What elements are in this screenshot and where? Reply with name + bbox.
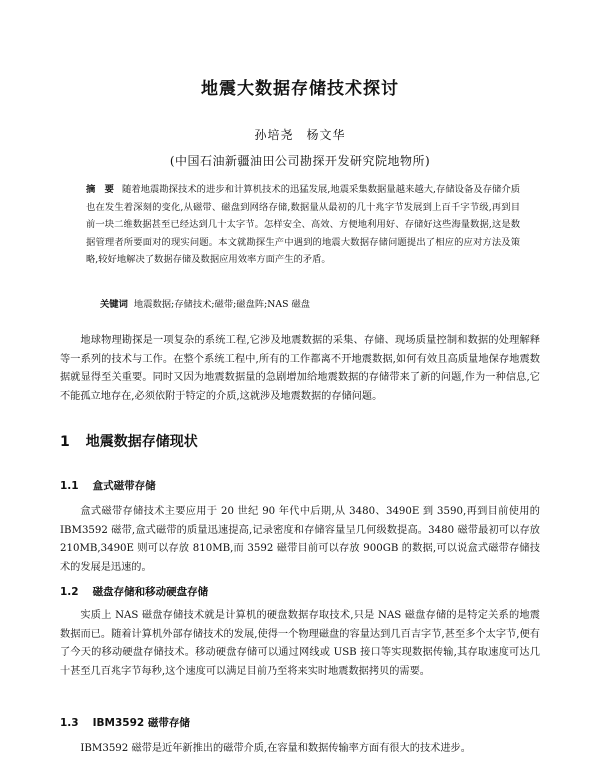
- paper-affiliation: (中国石油新疆油田公司勘探开发研究院地物所): [169, 154, 431, 168]
- subsection-heading-1-2: [60, 584, 208, 599]
- subsection-number: 1.2: [60, 586, 79, 598]
- paragraph-1-2: 实质上 NAS 磁盘存储技术就是计算机的硬盘数据存取技术,只是 NAS 磁盘存储的是特定关系的地震数据而已。随着计算机外部存储技术的发展,使得一个物理磁盘的容量达到几百吉字节,甚至多个太字节,便有了今天的移动硬盘存储技术。移动硬盘存储可以通过网线或 USB 接口等实现数据传输,其存取速度可达几十甚至几百兆字节每秒,这个速度可以满足目前乃至将来实时地震数据拷贝的需要。: [60, 610, 540, 677]
- section-title: 地震数据存储现状: [85, 434, 198, 450]
- subsection-number: 1.1: [60, 480, 79, 492]
- subsection-title: 磁盘存储和移动硬盘存储: [92, 586, 209, 598]
- abstract: [86, 181, 520, 269]
- keywords: [100, 297, 520, 313]
- subsection-title: 盒式磁带存储: [92, 480, 156, 492]
- paragraph-1-1: 盒式磁带存储技术主要应用于 20 世纪 90 年代中后期,从 3480、3490E 到 3590,再到目前使用的 IBM3592 磁带,盒式磁带的质量迅速提高,记录密度和存储容量呈几何级数提高。3480 磁带最初可以存放 210MB,3490E 则可以存放 810MB,而 3592 磁带目前可以存放 900GB 的数据,可以说盒式磁带存储技术的发展是迅速的。: [60, 506, 540, 573]
- section-number: 1: [60, 434, 70, 450]
- paper-authors: 孙培尧 杨文华: [254, 128, 346, 142]
- abstract-text: 随着地震勘探技术的进步和计算机技术的迅猛发展,地震采集数据量越来越大,存储设备及存储介质也在发生着深刻的变化,从磁带、磁盘到网络存储,数据量从最初的几十兆字节发展到上百千字节级,再到目前一块二维数据甚至已经达到几十太字节。怎样安全、高效、方便地利用好、存储好这些海量数据,这是数据管理者所要面对的现实问题。本文就勘探生产中遇到的地震大数据存储问题提出了相应的应对方法及策略,较好地解决了数据存储及数据应用效率方面产生的矛盾。: [86, 184, 520, 266]
- section-heading-1: [60, 431, 198, 451]
- paper-title: 地震大数据存储技术探讨: [201, 79, 399, 99]
- subsection-number: 1.3: [60, 717, 79, 729]
- intro-paragraph: 地球物理勘探是一项复杂的系统工程,它涉及地震数据的采集、存储、现场质量控制和数据的处理解释等一系列的技术与工作。在整个系统工程中,所有的工作都离不开地震数据,如何有效且高质量地保存地震数据就显得至关重要。同时又因为地震数据量的急剧增加给地震数据的存储带来了新的问题,作为一种信息,它不能孤立地存在,必须依附于特定的介质,这就涉及地震数据的存储问题。: [60, 335, 540, 402]
- abstract-label: 摘 要: [86, 184, 115, 195]
- keywords-text: 地震数据;存储技术;磁带;磁盘阵;NAS 磁盘: [133, 299, 311, 310]
- subsection-title: IBM3592 磁带存储: [92, 717, 190, 729]
- subsection-heading-1-3: [60, 715, 190, 730]
- paragraph-1-3: IBM3592 磁带是近年新推出的磁带介质,在容量和数据传输率方面有很大的技术进步。: [80, 743, 471, 754]
- keywords-label: 关键词: [100, 299, 128, 310]
- subsection-heading-1-1: [60, 478, 156, 493]
